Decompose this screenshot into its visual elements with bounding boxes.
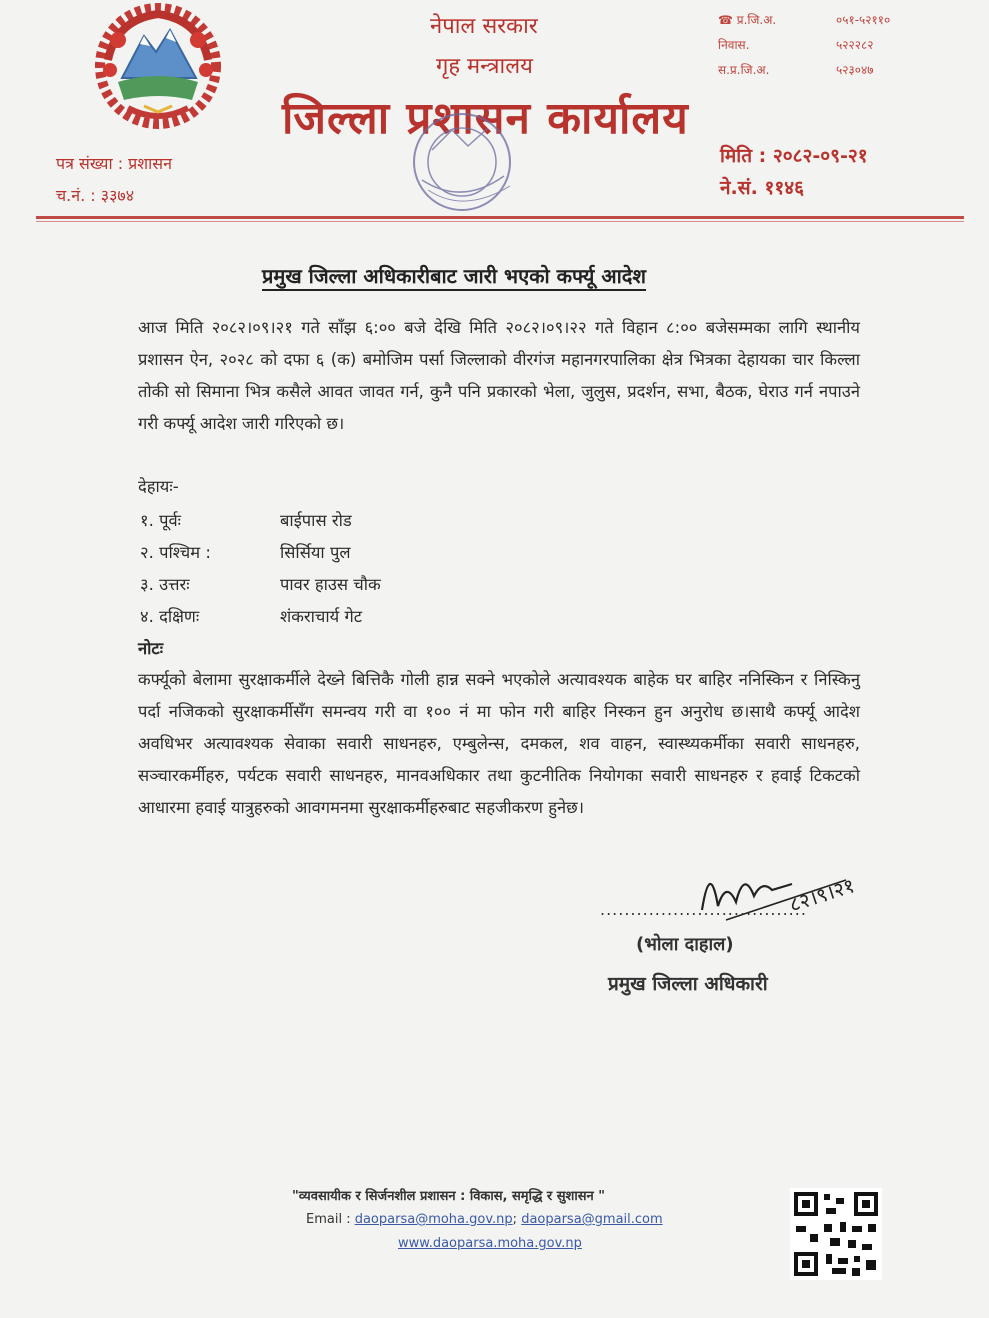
- website-link[interactable]: www.daoparsa.moha.gov.np: [398, 1236, 582, 1251]
- patra-sankhya: पत्र संख्या : प्रशासन: [56, 154, 172, 173]
- office-title: जिल्ला प्रशासन कार्यालय: [282, 93, 689, 144]
- boundary-place: पावर हाउस चौक: [280, 575, 381, 594]
- boundary-row: [140, 604, 362, 627]
- order-paragraph: आज मिति २०८२।०९।२१ गते साँझ ६:०० बजे देखि मिति २०८२।०९।२२ गते विहान ८:०० बजेसम्मका लागि स्थानीय प्रशासन ऐन, २०२८ को दफा ६ (क) बमोजिम पर्सा जिल्लाको वीरगंज महानगरपालिका क्षेत्र भित्रका देहायका चार किल्ला तोकी सो सिमाना भित्र कसैले आवत जावत गर्न, कुनै पनि प्रकारको भेला, जुलुस, प्रदर्शन, सभा, बैठक, घेराउ गर्न नपाउने गरी कर्फ्यू आदेश जारी गरिएको छ।: [138, 318, 860, 433]
- signer-name: (भोला दाहाल): [636, 934, 734, 955]
- contact-value: ०५१-५२११०: [836, 13, 891, 27]
- email-label: Email :: [306, 1212, 355, 1227]
- qr-code-icon: [790, 1188, 882, 1280]
- office-seal-stamp: [392, 110, 542, 220]
- contact-row: [718, 33, 890, 58]
- footer-email-row: [306, 1212, 663, 1227]
- header-divider: [36, 216, 964, 219]
- note-label: नोटः: [138, 639, 164, 658]
- nepal-emblem-icon: [88, 0, 228, 132]
- contact-value: ५२३०४७: [836, 63, 874, 77]
- boundary-row: [140, 572, 381, 595]
- contact-row: [718, 58, 890, 83]
- boundary-direction: १. पूर्वः: [140, 511, 181, 530]
- contact-numbers: [718, 8, 890, 83]
- reference-right: [720, 140, 868, 204]
- boundary-place: बाईपास रोड: [280, 511, 352, 530]
- government-name: नेपाल सरकार: [430, 14, 538, 39]
- reference-left: [56, 148, 172, 212]
- boundary-row: [140, 540, 351, 563]
- contact-label: निवास.: [718, 38, 750, 52]
- dehaya-label: देहायः-: [138, 477, 179, 496]
- contact-row: [718, 8, 890, 33]
- ministry-name: गृह मन्त्रालय: [436, 54, 533, 79]
- contact-label: ☎ प्र.जि.अ.: [718, 13, 777, 27]
- note-paragraph: कर्फ्यूको बेलामा सुरक्षाकर्मीले देख्ने बित्तिकै गोली हान्न सक्ने भएकोले अत्यावश्यक बाहेक घर बाहिर ननिस्किन र निस्किनु पर्दा नजिकको सुरक्षाकर्मीसँग समन्वय गरी वा १०० नं मा फोन गरी बाहिर निस्कन हुन अनुरोध छ।साथै कर्फ्यू आदेश अवधिभर अत्यावश्यक सेवाका सवारी साधनहरु, एम्बुलेन्स, दमकल, शव वाहन, स्वास्थ्यकर्मीका सवारी साधनहरु, सञ्चारकर्मीहरु, पर्यटक सवारी साधनहरु, मानवअधिकार तथा कुटनीतिक नियोगका सवारी साधनहरु र हवाई टिकटको आधारमा हवाई यात्रुहरुको आवगमनमा सुरक्षाकर्मीहरुबाट सहजीकरण हुनेछ।: [138, 670, 860, 817]
- signer-title: प्रमुख जिल्ला अधिकारी: [608, 973, 768, 995]
- letter-date: मिति : २०८२-०९-२१: [720, 145, 868, 167]
- email-separator: ;: [512, 1212, 522, 1227]
- letter-subject: प्रमुख जिल्ला अधिकारीबाट जारी भएको कर्फ्यू आदेश: [262, 264, 647, 288]
- boundary-direction: ४. दक्षिणः: [140, 607, 200, 626]
- boundary-place: शंकराचार्य गेट: [280, 607, 363, 626]
- svg-text:८२।९।२१: ८२।९।२१: [786, 873, 858, 917]
- boundary-place: सिर्सिया पुल: [280, 543, 351, 562]
- header-divider-thin: [36, 221, 964, 222]
- boundary-direction: ३. उत्तरः: [140, 575, 190, 594]
- email-link-gmail[interactable]: daoparsa@gmail.com: [521, 1212, 663, 1227]
- boundary-direction: २. पश्चिम :: [140, 543, 211, 562]
- chalani-number: च.नं. : ३३७४: [56, 186, 135, 205]
- email-link-moha[interactable]: daoparsa@moha.gov.np: [354, 1212, 513, 1227]
- contact-label: स.प्र.जि.अ.: [718, 63, 770, 77]
- footer-slogan: "व्यवसायीक र सिर्जनशील प्रशासन : विकास, समृद्धि र सुशासन ": [292, 1189, 606, 1204]
- boundary-row: [140, 508, 352, 531]
- nepal-sambat: ने.सं. ११४६: [720, 177, 804, 199]
- signature-line: ..................................: [600, 900, 807, 919]
- contact-value: ५२२२८२: [836, 38, 874, 52]
